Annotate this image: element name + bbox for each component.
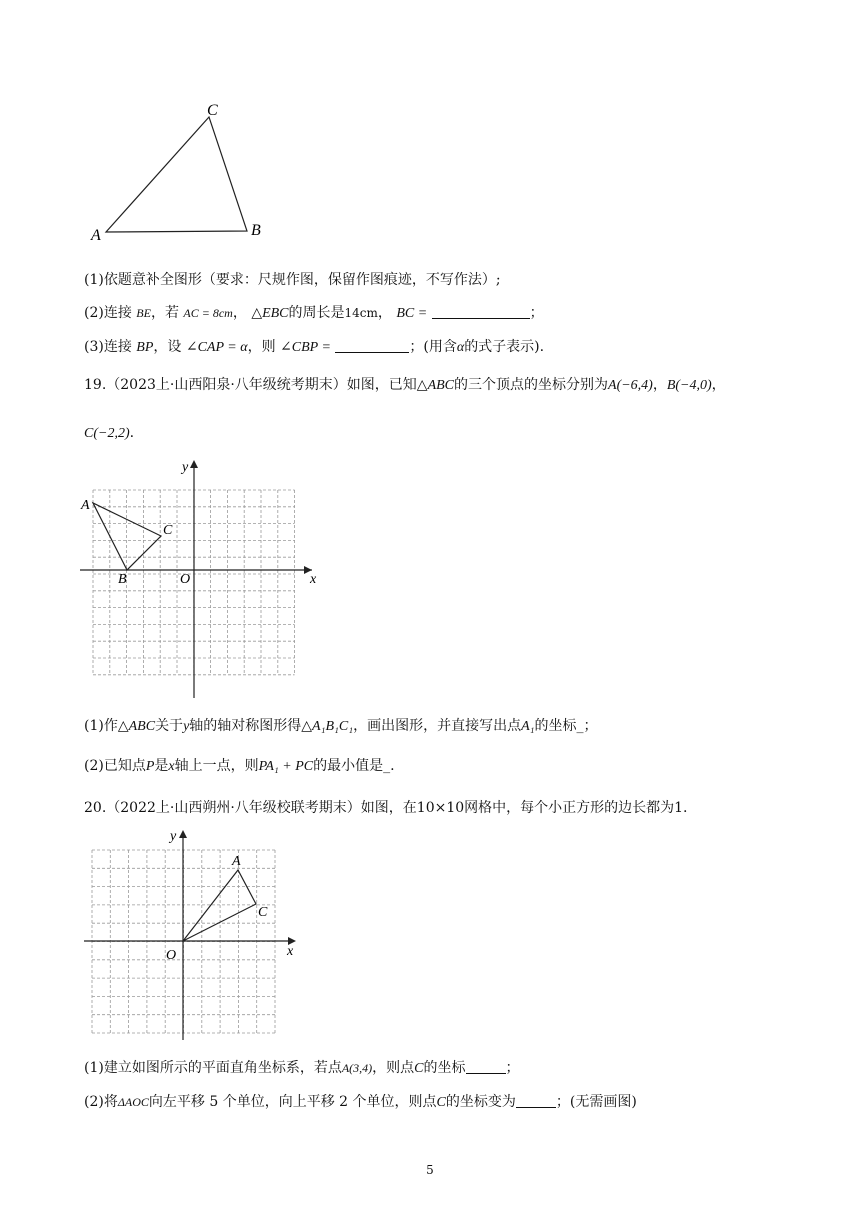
label-b: B (251, 222, 261, 239)
label-origin: O (166, 948, 177, 963)
label-a: A (91, 227, 101, 244)
q18-part1: (1)依题意补全图形（要求：尺规作图，保留作图痕迹，不写作法）; (84, 272, 501, 288)
label-b: B (118, 572, 127, 587)
triangle-figure (84, 98, 274, 248)
label-x-axis: x (287, 944, 294, 959)
label-y-axis: y (170, 829, 177, 844)
answer-blank-c-translated[interactable] (516, 1093, 556, 1108)
label-origin: O (180, 572, 191, 587)
label-x-axis: x (310, 572, 317, 587)
q19-part2: (2)已知点P是x轴上一点，则PA₁ + PC的最小值是_. (84, 758, 395, 774)
label-c: C (207, 102, 218, 119)
q20-heading: 20.（2022上·山西朔州·八年级校联考期末）如图，在10×10网格中，每个小正方形的边长都为1. (84, 800, 688, 816)
label-a: A (81, 498, 90, 513)
answer-blank-cbp[interactable] (335, 338, 409, 353)
page-number: 5 (426, 1163, 434, 1177)
q18-part3: (3)连接 BP，设 ∠CAP = α，则 ∠CBP = ；(用含α的式子表示). (84, 339, 545, 355)
label-y-axis: y (182, 460, 189, 475)
q20-part2: (2)将ΔAOC向左平移 5 个单位，向上平移 2 个单位，则点C的坐标变为 ；(无需画图) (84, 1094, 637, 1110)
q20-part1: (1)建立如图所示的平面直角坐标系，若点A(3,4)，则点C的坐标 ； (84, 1060, 520, 1076)
label-a: A (232, 854, 241, 869)
label-c: C (258, 905, 268, 920)
answer-blank-c-coord[interactable] (466, 1059, 506, 1074)
q19-heading: 19.（2023上·山西阳泉·八年级统考期末）如图，已知△ABC的三个顶点的坐标分别为A(−6,4)，B(−4,0)， (84, 377, 726, 393)
grid-figure-19 (78, 455, 328, 705)
q18-part2: (2)连接 BE，若 AC = 8cm， △EBC的周长是14cm， BC = ； (84, 305, 544, 321)
grid-figure-20 (78, 822, 308, 1047)
q19-heading-cont: C(−2,2). (84, 425, 135, 441)
q19-part1: (1)作△ABC关于y轴的轴对称图形得△A₁B₁C₁，画出图形，并直接写出点A₁的坐标_； (84, 718, 598, 734)
answer-blank-bc[interactable] (432, 304, 530, 319)
label-c: C (163, 523, 173, 538)
